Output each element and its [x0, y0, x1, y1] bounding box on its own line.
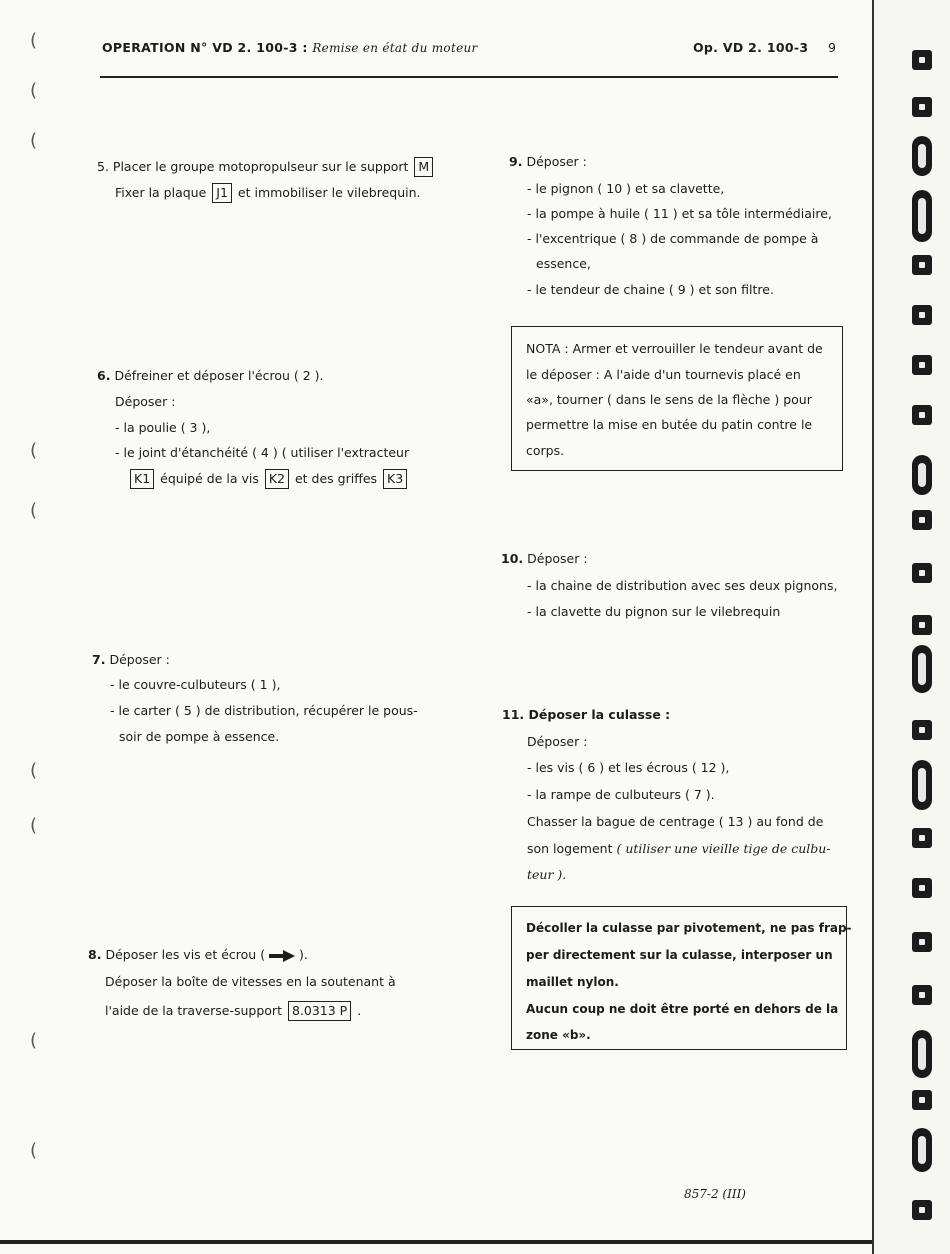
tool-k1-box: K1 — [130, 469, 154, 489]
step8-text1a: Déposer les vis et écrou ( — [105, 947, 266, 962]
step7-line3: - le carter ( 5 ) de distribution, récupérer le pous- — [110, 703, 418, 718]
step9-number: 9. — [509, 154, 523, 169]
binder-hole — [912, 615, 932, 635]
step5-line1 — [97, 157, 435, 177]
binder-hole — [912, 720, 932, 740]
step11-number: 11. — [502, 707, 525, 722]
step9-line1 — [509, 154, 587, 170]
binder-strip — [872, 0, 950, 1254]
step6-text5a: équipé de la vis — [160, 471, 259, 486]
step8-line2: Déposer la boîte de vitesses en la soutenant à — [105, 974, 396, 989]
tool-j1-box: J1 — [212, 183, 232, 203]
binder-hole — [912, 97, 932, 117]
nota-line4: permettre la mise en butée du patin contre le — [526, 417, 813, 432]
step8-text3a: l'aide de la traverse-support — [105, 1003, 282, 1018]
binder-slot — [912, 1030, 932, 1078]
binder-slot — [912, 760, 932, 810]
tool-m-box: M — [414, 157, 433, 177]
step10-text1: Déposer : — [527, 551, 588, 566]
binder-hole — [912, 1200, 932, 1220]
binder-hole — [912, 305, 932, 325]
step11-line6 — [527, 841, 831, 857]
step8-text1b: ). — [299, 947, 308, 962]
step5-text1: Placer le groupe motopropulseur sur le support — [112, 159, 409, 174]
header-title — [102, 40, 478, 55]
step5-line2 — [115, 183, 421, 203]
step9-line5: essence, — [536, 256, 591, 271]
binder-hole — [912, 985, 932, 1005]
binder-slot — [912, 190, 932, 242]
step9-line3: - la pompe à huile ( 11 ) et sa tôle intermédiaire, — [527, 206, 832, 221]
binder-hole — [912, 563, 932, 583]
header-operation-ref: Op. VD 2. 100-3 — [693, 40, 809, 55]
header-title-subtitle: Remise en état du moteur — [312, 41, 478, 55]
step9-line6: - le tendeur de chaine ( 9 ) et son filtre. — [527, 282, 774, 297]
step6-line3: - la poulie ( 3 ), — [115, 420, 211, 435]
margin-mark: ( — [30, 130, 38, 151]
nota-line1: NOTA : Armer et verrouiller le tendeur avant de — [526, 341, 823, 356]
binder-hole — [912, 878, 932, 898]
header-page-number: 9 — [828, 40, 837, 55]
binder-hole — [912, 355, 932, 375]
step11-text6b: ( utiliser une vieille tige de culbu- — [616, 841, 831, 856]
binder-hole — [912, 828, 932, 848]
step11-text6a: son logement — [527, 841, 613, 856]
step5-number: 5. — [97, 159, 109, 174]
step9-line2: - le pignon ( 10 ) et sa clavette, — [527, 181, 725, 196]
header-title-bold: OPERATION N° VD 2. 100-3 : — [102, 40, 308, 55]
step6-line5 — [128, 469, 409, 489]
binder-slot — [912, 1128, 932, 1172]
margin-mark: ( — [30, 440, 38, 461]
step11-line2: Déposer : — [527, 734, 588, 749]
tool-80313p-box: 8.0313 P — [288, 1001, 351, 1021]
arrow-right-icon — [269, 950, 295, 962]
step10-number: 10. — [501, 551, 524, 566]
header-rule — [100, 76, 838, 78]
step10-line2: - la chaine de distribution avec ses deux pignons, — [527, 578, 838, 593]
warning-line4: Aucun coup ne doit être porté en dehors de la — [526, 1002, 839, 1016]
step10-line3: - la clavette du pignon sur le vilebrequin — [527, 604, 781, 619]
step11-line7: teur ). — [527, 867, 567, 882]
binder-hole — [912, 405, 932, 425]
step10-line1 — [501, 551, 588, 567]
step8-line3 — [105, 1001, 361, 1021]
tool-k2-box: K2 — [265, 469, 289, 489]
warning-line5: zone «b». — [526, 1028, 591, 1042]
step7-text1: Déposer : — [109, 652, 170, 667]
binder-hole — [912, 50, 932, 70]
step9-line4: - l'excentrique ( 8 ) de commande de pompe à — [527, 231, 819, 246]
nota-line3: «a», tourner ( dans le sens de la flèche ) pour — [526, 392, 812, 407]
footer-code: 857-2 (III) — [684, 1187, 746, 1201]
nota-box — [511, 326, 843, 471]
warning-line3: maillet nylon. — [526, 975, 619, 989]
step6-line2: Déposer : — [115, 394, 176, 409]
step7-line1 — [92, 652, 170, 668]
step8-line1 — [88, 947, 308, 963]
step11-line1 — [502, 707, 670, 723]
step7-line4: soir de pompe à essence. — [119, 729, 280, 744]
margin-mark: ( — [30, 1030, 38, 1051]
nota-line5: corps. — [526, 443, 565, 458]
binder-hole — [912, 255, 932, 275]
margin-mark: ( — [30, 760, 38, 781]
binder-hole — [912, 932, 932, 952]
binder-hole — [912, 1090, 932, 1110]
step6-text5b: et des griffes — [294, 471, 378, 486]
step5-text2a: Fixer la plaque — [115, 185, 207, 200]
margin-mark: ( — [30, 80, 38, 101]
nota-line2: le déposer : A l'aide d'un tournevis placé en — [526, 367, 801, 382]
warning-box — [511, 906, 852, 1050]
warning-line1: Décoller la culasse par pivotement, ne pas frap- — [526, 921, 852, 935]
step7-number: 7. — [92, 652, 106, 667]
tool-k3-box: K3 — [383, 469, 407, 489]
step6-line1 — [97, 368, 324, 384]
step5-text2b: et immobiliser le vilebrequin. — [237, 185, 421, 200]
step11-line3: - les vis ( 6 ) et les écrous ( 12 ), — [527, 760, 730, 775]
step6-line4: - le joint d'étanchéité ( 4 ) ( utiliser l'extracteur — [115, 445, 410, 460]
step6-number: 6. — [97, 368, 111, 383]
step8-number: 8. — [88, 947, 102, 962]
step11-text1: Déposer la culasse : — [528, 707, 671, 722]
step8-text3b: . — [357, 1003, 362, 1018]
binder-slot — [912, 645, 932, 693]
step6-text1: Défreiner et déposer l'écrou ( 2 ). — [114, 368, 324, 383]
binder-slot — [912, 136, 932, 176]
margin-mark: ( — [30, 815, 38, 836]
margin-mark: ( — [30, 1140, 38, 1161]
margin-mark: ( — [30, 500, 38, 521]
step11-line5: Chasser la bague de centrage ( 13 ) au fond de — [527, 814, 824, 829]
scan-bottom-edge — [0, 1240, 950, 1244]
binder-slot — [912, 455, 932, 495]
step9-text1: Déposer : — [526, 154, 587, 169]
binder-hole — [912, 510, 932, 530]
step11-line4: - la rampe de culbuteurs ( 7 ). — [527, 787, 715, 802]
margin-mark: ( — [30, 30, 38, 51]
warning-line2: per directement sur la culasse, interposer un — [526, 948, 833, 962]
step7-line2: - le couvre-culbuteurs ( 1 ), — [110, 677, 281, 692]
